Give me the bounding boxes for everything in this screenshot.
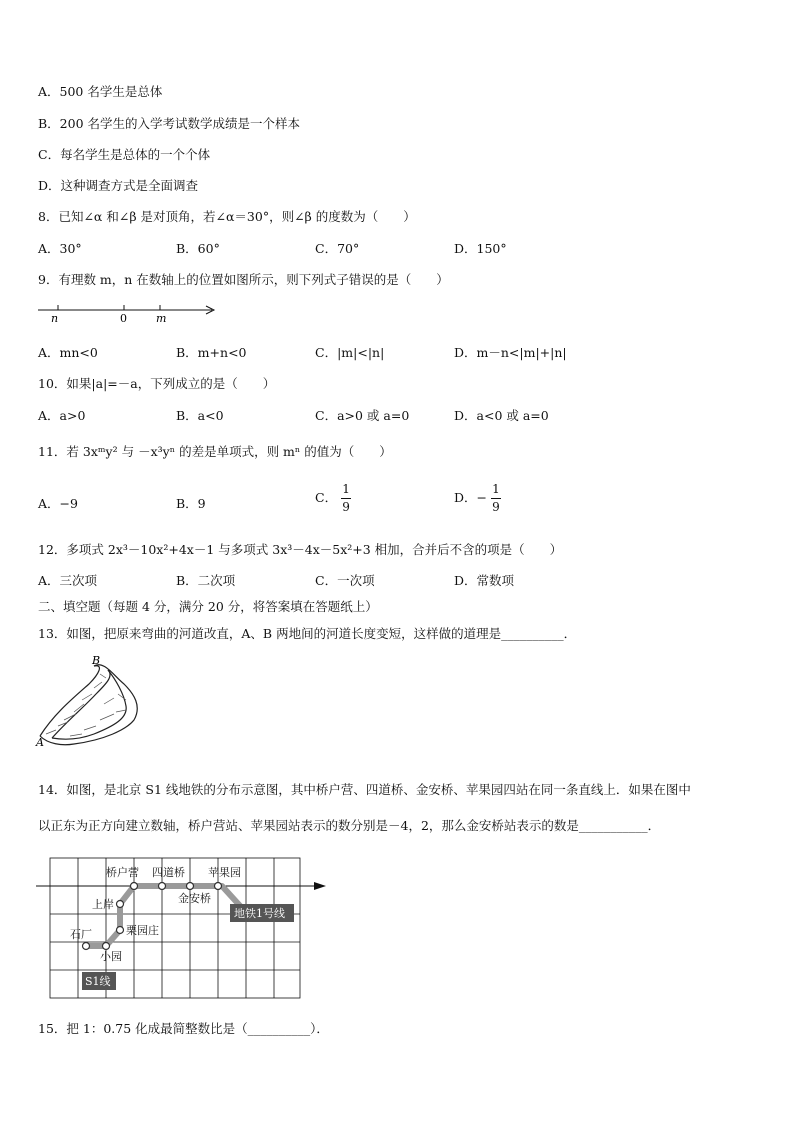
s1-tag: S1线 [85, 975, 111, 988]
q9-option-a: A．mn<0 [38, 345, 98, 360]
number-line-figure [36, 300, 221, 324]
q13-stem: 13．如图，把原来弯曲的河道改直，A、B 两地间的河道长度变短，这样做的道理是__________． [38, 626, 577, 641]
q12-option-d: D．常数项 [454, 573, 515, 588]
station-shichang-dot [83, 943, 90, 950]
q10-option-a: A．a>0 [38, 408, 86, 423]
q8-option-d: D．150° [454, 241, 507, 256]
fraction-one-ninth [341, 483, 351, 514]
station-pingguoyuan: 苹果园 [208, 866, 241, 879]
section-header: 二、填空题（每题 4 分，满分 20 分，将答案填在答题纸上） [38, 599, 378, 614]
s1-route [86, 886, 248, 946]
station-pingguoyuan-dot [215, 883, 222, 890]
station-qiaohuying: 桥户营 [106, 866, 139, 879]
q10-option-c: C．a>0 或 a=0 [315, 408, 410, 423]
station-shichang: 石厂 [70, 928, 92, 941]
q9-option-d: D．m－n<|m|+|n| [454, 345, 567, 360]
q11-option-b: B．9 [176, 496, 206, 511]
q9-option-c: C．|m|<|n| [315, 345, 385, 360]
q8-option-a: A．30° [38, 241, 82, 256]
fraction-denominator: 9 [492, 500, 500, 515]
q9-option-b: B．m+n<0 [176, 345, 247, 360]
axis-arrow-icon [314, 882, 326, 890]
river-label-a: A [36, 736, 44, 749]
station-shangan-dot [117, 901, 124, 908]
q11-option-d [454, 483, 501, 514]
q14-stem-line1: 14．如图，是北京 S1 线地铁的分布示意图，其中桥户营、四道桥、金安桥、苹果园四站在同一条直线上．如果在图中 [38, 782, 691, 797]
axis-label-m: m [156, 312, 167, 324]
q8-stem: 8．已知∠α 和∠β 是对顶角，若∠α＝30°，则∠β 的度数为（ ） [38, 209, 416, 224]
q11-option-a: A．−9 [38, 496, 78, 511]
station-xiaoyuan-dot [103, 943, 110, 950]
q12-option-a: A．三次项 [38, 573, 98, 588]
q8-option-c: C．70° [315, 241, 360, 256]
fraction-denominator: 9 [342, 500, 350, 515]
fraction-numerator: 1 [342, 482, 350, 496]
q11-option-d-label: D．− [454, 490, 487, 506]
q14-stem-line2: 以正东为正方向建立数轴，桥户营站、苹果园站表示的数分别是－4，2，那么金安桥站表示的数是___________． [38, 818, 661, 833]
river-figure [34, 654, 144, 750]
q7-option-c: C．每名学生是总体的一个个体 [38, 147, 211, 162]
q12-stem: 12．多项式 2x³－10x²+4x－1 与多项式 3x³－4x－5x²+3 相加，合并后不含的项是（ ） [38, 542, 563, 557]
line1-tag: 地铁1号线 [234, 907, 285, 920]
station-xiaoyuan: 小园 [100, 950, 122, 963]
axis-label-n: n [51, 312, 59, 324]
q10-option-b: B．a<0 [176, 408, 224, 423]
station-qiaohuying-dot [131, 883, 138, 890]
fraction-neg-one-ninth [491, 483, 501, 514]
subway-map-figure [36, 850, 336, 1002]
station-jinanqiao-dot [187, 883, 194, 890]
station-sidaoqiao-dot [159, 883, 166, 890]
q12-option-b: B．二次项 [176, 573, 236, 588]
q7-option-d: D．这种调查方式是全面调查 [38, 178, 199, 193]
q7-option-a: A．500 名学生是总体 [38, 84, 163, 99]
station-lishuzhuang: 栗园庄 [126, 924, 159, 937]
fraction-numerator: 1 [492, 482, 500, 496]
station-sidaoqiao: 四道桥 [152, 866, 185, 879]
q10-stem: 10．如果|a|=－a，下列成立的是（ ） [38, 376, 276, 391]
q10-option-d: D．a<0 或 a=0 [454, 408, 549, 423]
q15-stem: 15．把 1：0.75 化成最简整数比是（__________）． [38, 1021, 329, 1036]
q11-option-c [315, 483, 351, 514]
q9-stem: 9．有理数 m，n 在数轴上的位置如图所示，则下列式子错误的是（ ） [38, 272, 449, 287]
station-jinanqiao: 金安桥 [178, 892, 211, 905]
station-shangan: 上岸 [92, 898, 114, 911]
river-label-b: B [92, 654, 101, 667]
q11-stem: 11．若 3xᵐy² 与 －x³yⁿ 的差是单项式，则 mⁿ 的值为（ ） [38, 444, 392, 459]
axis-label-zero: 0 [120, 312, 127, 324]
q11-option-c-label: C． [315, 490, 338, 506]
station-lishuzhuang-dot [117, 927, 124, 934]
q8-option-b: B．60° [176, 241, 220, 256]
q7-option-b: B．200 名学生的入学考试数学成绩是一个样本 [38, 116, 301, 131]
q12-option-c: C．一次项 [315, 573, 375, 588]
